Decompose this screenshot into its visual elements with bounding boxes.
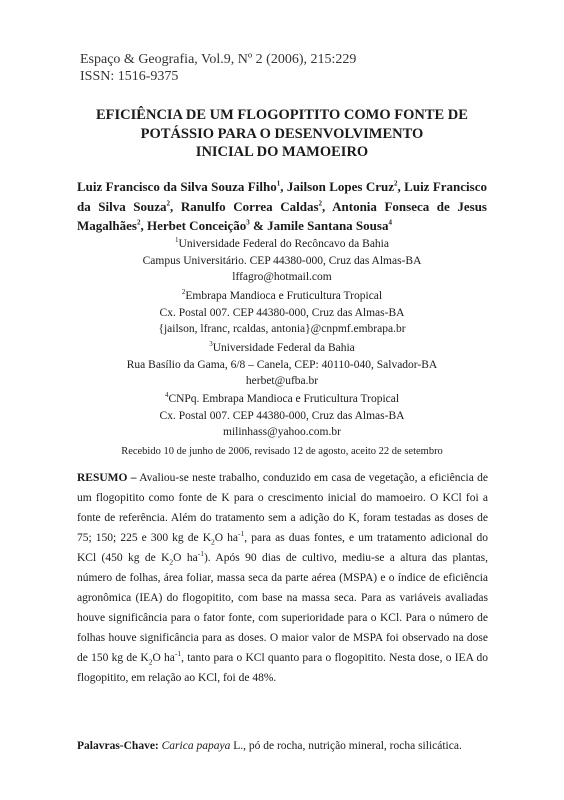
keyword-species: Carica papaya xyxy=(158,740,231,752)
author-name: Jamile Santana Sousa xyxy=(267,218,389,233)
author-name: Jailson Lopes Cruz xyxy=(286,179,395,194)
author-name: Antonia Fonseca de Jesus Magalhães xyxy=(77,198,487,233)
author-name: Luiz Francisco da Silva Souza xyxy=(77,179,487,214)
abstract-text: O ha xyxy=(152,652,175,664)
affiliation-institution: CNPq. Embrapa Mandioca e Fruticultura Tropical xyxy=(168,393,400,405)
abstract-text: O ha xyxy=(173,552,198,564)
author-separator: , xyxy=(397,179,405,194)
author-separator: , xyxy=(140,218,147,233)
abstract-text: O ha xyxy=(214,532,239,544)
author-list xyxy=(77,177,487,236)
affiliation-mark: 2 xyxy=(181,288,186,297)
author-affiliation-mark: 2 xyxy=(136,218,141,227)
subscript: 2 xyxy=(211,537,215,547)
abstract-text: Avaliou-se neste trabalho, conduzido em casa de vegetação, a eficiência de um flogopitito como fonte de K para o crescimento inicial do mamoeiro. O KCl foi a fonte de referência. Além do tratamento sem a adição do K, foram testadas as doses de 75; 150; 225 e 300 kg de K xyxy=(77,472,489,544)
affiliation-line xyxy=(60,340,504,357)
affiliation-mark: 1 xyxy=(175,236,179,245)
affiliation-mark: 3 xyxy=(209,340,213,349)
abstract-label: RESUMO – xyxy=(77,472,137,484)
author-separator: , xyxy=(322,198,333,214)
abstract-text: , tanto para o KCl quanto para o flogopitito. Nesta dose, o IEA do flogopitito, em relação ao KCl, foi de 48%. xyxy=(77,652,488,684)
author-name: Ranulfo Correa Caldas xyxy=(180,198,319,214)
keywords xyxy=(77,739,497,754)
affiliation-address: Cx. Postal 007. CEP 44380-000, Cruz das Almas-BA xyxy=(159,306,405,319)
title-line: EFICIÊNCIA DE UM FLOGOPITITO COMO FONTE DE xyxy=(96,107,468,123)
affiliation-line xyxy=(60,288,504,305)
title-line: POTÁSSIO PARA O DESENVOLVIMENTO xyxy=(140,125,424,142)
received-dates: Recebido 10 de junho de 2006, revisado 12 de agosto, aceito 22 de setembro xyxy=(121,446,443,457)
author-affiliation-mark: 4 xyxy=(388,218,392,227)
affiliation-address: Rua Basílio da Gama, 6/8 – Canela, CEP: 40110-040, Salvador-BA xyxy=(126,358,438,371)
journal-issn: ISSN: 1516-9375 xyxy=(80,69,179,84)
author-affiliation-mark: 2 xyxy=(166,199,171,208)
author-separator: & xyxy=(249,218,268,233)
author-separator: , xyxy=(170,198,181,214)
affiliation-line xyxy=(60,391,504,408)
affiliation-block xyxy=(60,288,504,338)
affiliation-mark: 4 xyxy=(164,391,169,400)
title-line: INICIAL DO MAMOEIRO xyxy=(195,144,369,160)
abstract xyxy=(77,468,488,688)
affiliation-address: Cx. Postal 007. CEP 44380-000, Cruz das Almas-BA xyxy=(159,409,405,422)
subscript: 2 xyxy=(169,557,174,567)
journal-header xyxy=(80,51,356,85)
author-name: Herbet Conceição xyxy=(146,218,247,233)
affiliation-email: milinhass@yahoo.com.br xyxy=(223,426,341,438)
author-separator: , xyxy=(280,179,287,194)
author-affiliation-mark: 3 xyxy=(246,218,250,227)
affiliation-address: Campus Universitário. CEP 44380-000, Cruz das Almas-BA xyxy=(142,254,422,267)
affiliation-institution: Universidade Federal do Recôncavo da Bahia xyxy=(178,238,389,250)
superscript: -1 xyxy=(238,529,245,539)
affiliation-block xyxy=(60,236,504,286)
abstract-text: , para as duas fontes, e um tratamento adicional do KCl (450 kg de K xyxy=(77,532,488,564)
author-affiliation-mark: 1 xyxy=(276,179,281,188)
keywords-text: L., pó de rocha, nutrição mineral, rocha silicática. xyxy=(230,740,462,752)
affiliation-email: {jailson, lfranc, rcaldas, antonia}@cnpmf.embrapa.br xyxy=(158,323,406,335)
keywords-label: Palavras-Chave: xyxy=(77,740,159,752)
author-affiliation-mark: 2 xyxy=(394,179,398,188)
affiliation-block xyxy=(60,340,504,390)
journal-citation: Espaço & Geografia, Vol.9, Nº 2 (2006), 215:229 xyxy=(80,52,357,67)
affiliation-institution: Universidade Federal da Bahia xyxy=(212,342,355,354)
affiliation-block xyxy=(60,391,504,441)
superscript: -1 xyxy=(174,649,182,659)
affiliation-institution: Embrapa Mandioca e Fruticultura Tropical xyxy=(185,290,383,302)
superscript: -1 xyxy=(197,549,204,559)
author-affiliation-mark: 2 xyxy=(318,199,323,208)
paper-title xyxy=(70,106,494,162)
abstract-text: ). Após 90 dias de cultivo, mediu-se a altura das plantas, número de folhas, área foliar, massa seca da parte aérea (MSPA) e o índice de eficiência agronômica (IEA) do flogopitito, com base na massa seca. Para as variáveis avaliadas houve significância para o fator fonte, com superioridade para o KCl. Para o número de folhas houve significância para as doses. O maior valor de MSPA foi observado na dose de 150 kg de K xyxy=(77,552,488,664)
author-name: Luiz Francisco da Silva Souza Filho xyxy=(77,179,277,194)
affiliation-email: lffagro@hotmail.com xyxy=(232,271,332,283)
affiliation-email: herbet@ufba.br xyxy=(245,375,319,387)
subscript: 2 xyxy=(148,657,153,667)
affiliation-line xyxy=(60,236,504,253)
